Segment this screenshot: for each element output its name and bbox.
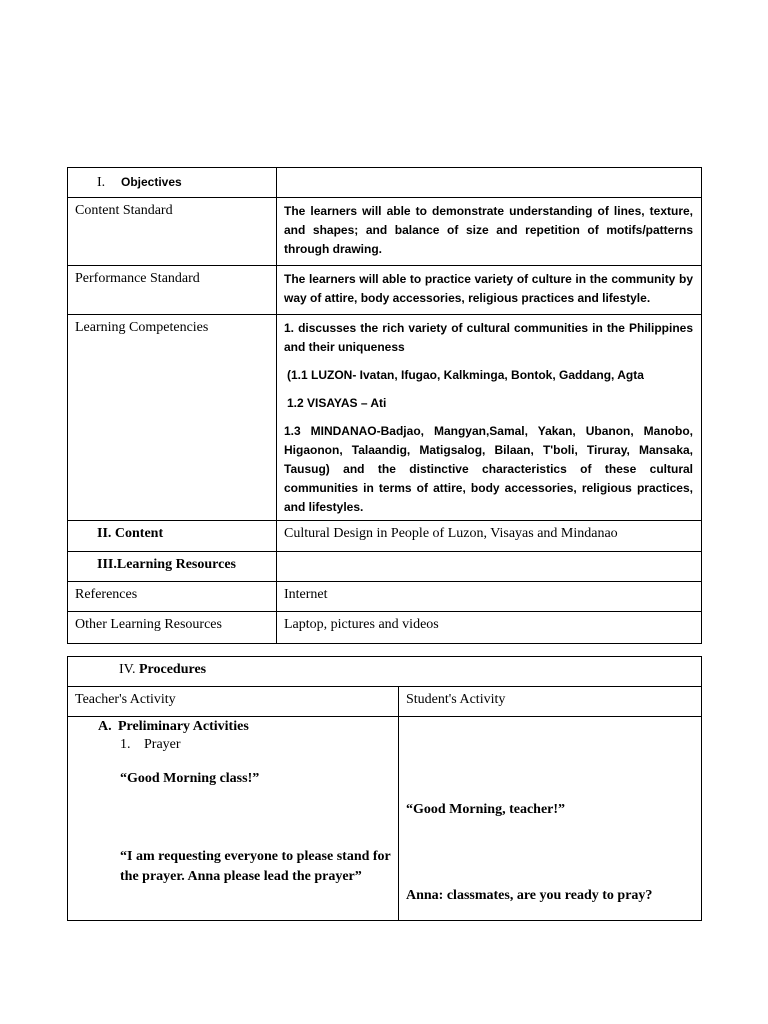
competency-mindanao: 1.3 MINDANAO-Badjao, Mangyan,Samal, Yakan, Ubanon, Manobo, Higaonon, Talaandig, Matigsalog, Bilaan, T'boli, Tiruray, Mansaka, Tausug) and the distinctive characteristics of these cultural communities in terms of attire, body accessories, religious practices, and lifestyles.: [284, 424, 693, 514]
content-standard-text: The learners will able to demonstrate understanding of lines, texture, and shapes; and balance of size and repetition of motifs/patterns through drawing.: [277, 198, 702, 266]
teacher-greeting: “Good Morning class!”: [120, 771, 260, 786]
teacher-activity-header: Teacher's Activity: [68, 687, 399, 717]
section-number: IV.: [119, 662, 136, 677]
section-number: III.: [97, 557, 117, 572]
performance-standard-label: Performance Standard: [68, 266, 277, 315]
objectives-table: [67, 167, 702, 644]
competency-luzon: (1.1 LUZON- Ivatan, Ifugao, Kalkminga, Bontok, Gaddang, Agta: [287, 368, 644, 382]
references-label: References: [68, 582, 277, 612]
references-value: Internet: [277, 582, 702, 612]
competency-visayas: 1.2 VISAYAS – Ati: [287, 396, 387, 410]
section-objectives-cell: [68, 168, 277, 198]
content-value: Cultural Design in People of Luzon, Visayas and Mindanao: [277, 521, 702, 552]
competency-1: 1. discusses the rich variety of cultural communities in the Philippines and their uniqueness: [284, 321, 693, 354]
learning-competencies-label: Learning Competencies: [68, 315, 277, 521]
prayer-label: Prayer: [144, 737, 181, 752]
section-heading: Procedures: [138, 662, 207, 677]
student-activity-cell: [399, 717, 702, 921]
other-resources-value: Laptop, pictures and videos: [277, 612, 702, 644]
section-heading: Learning Resources: [116, 557, 236, 572]
section-content-cell: [68, 521, 277, 552]
section-heading: Objectives: [121, 175, 182, 189]
student-activity-header: Student's Activity: [399, 687, 702, 717]
prelim-letter: A.: [98, 719, 112, 734]
prayer-number: 1.: [120, 737, 131, 752]
learning-competencies-text: [277, 315, 702, 521]
section-number: I.: [97, 175, 106, 190]
student-prayer-response: Anna: classmates, are you ready to pray?: [406, 888, 653, 903]
procedures-table: [67, 656, 702, 921]
performance-standard-text: The learners will able to practice variety of culture in the community by way of attire, body accessories, religious practices and lifestyle.: [277, 266, 702, 315]
section-resources-cell: [68, 552, 277, 582]
teacher-prayer-request: “I am requesting everyone to please stand for the prayer. Anna please lead the prayer”: [120, 849, 391, 884]
section-procedures-cell: [68, 657, 702, 687]
empty-cell: [277, 168, 702, 198]
empty-cell: [277, 552, 702, 582]
section-heading: Content: [114, 526, 164, 541]
prelim-label: Preliminary Activities: [118, 719, 249, 734]
prayer-item: [120, 737, 181, 753]
content-standard-label: Content Standard: [68, 198, 277, 266]
other-resources-label: Other Learning Resources: [68, 612, 277, 644]
teacher-activity-cell: [68, 717, 399, 921]
student-greeting: “Good Morning, teacher!”: [406, 802, 566, 817]
preliminary-activities-heading: [98, 719, 249, 735]
section-number: II.: [97, 526, 112, 541]
